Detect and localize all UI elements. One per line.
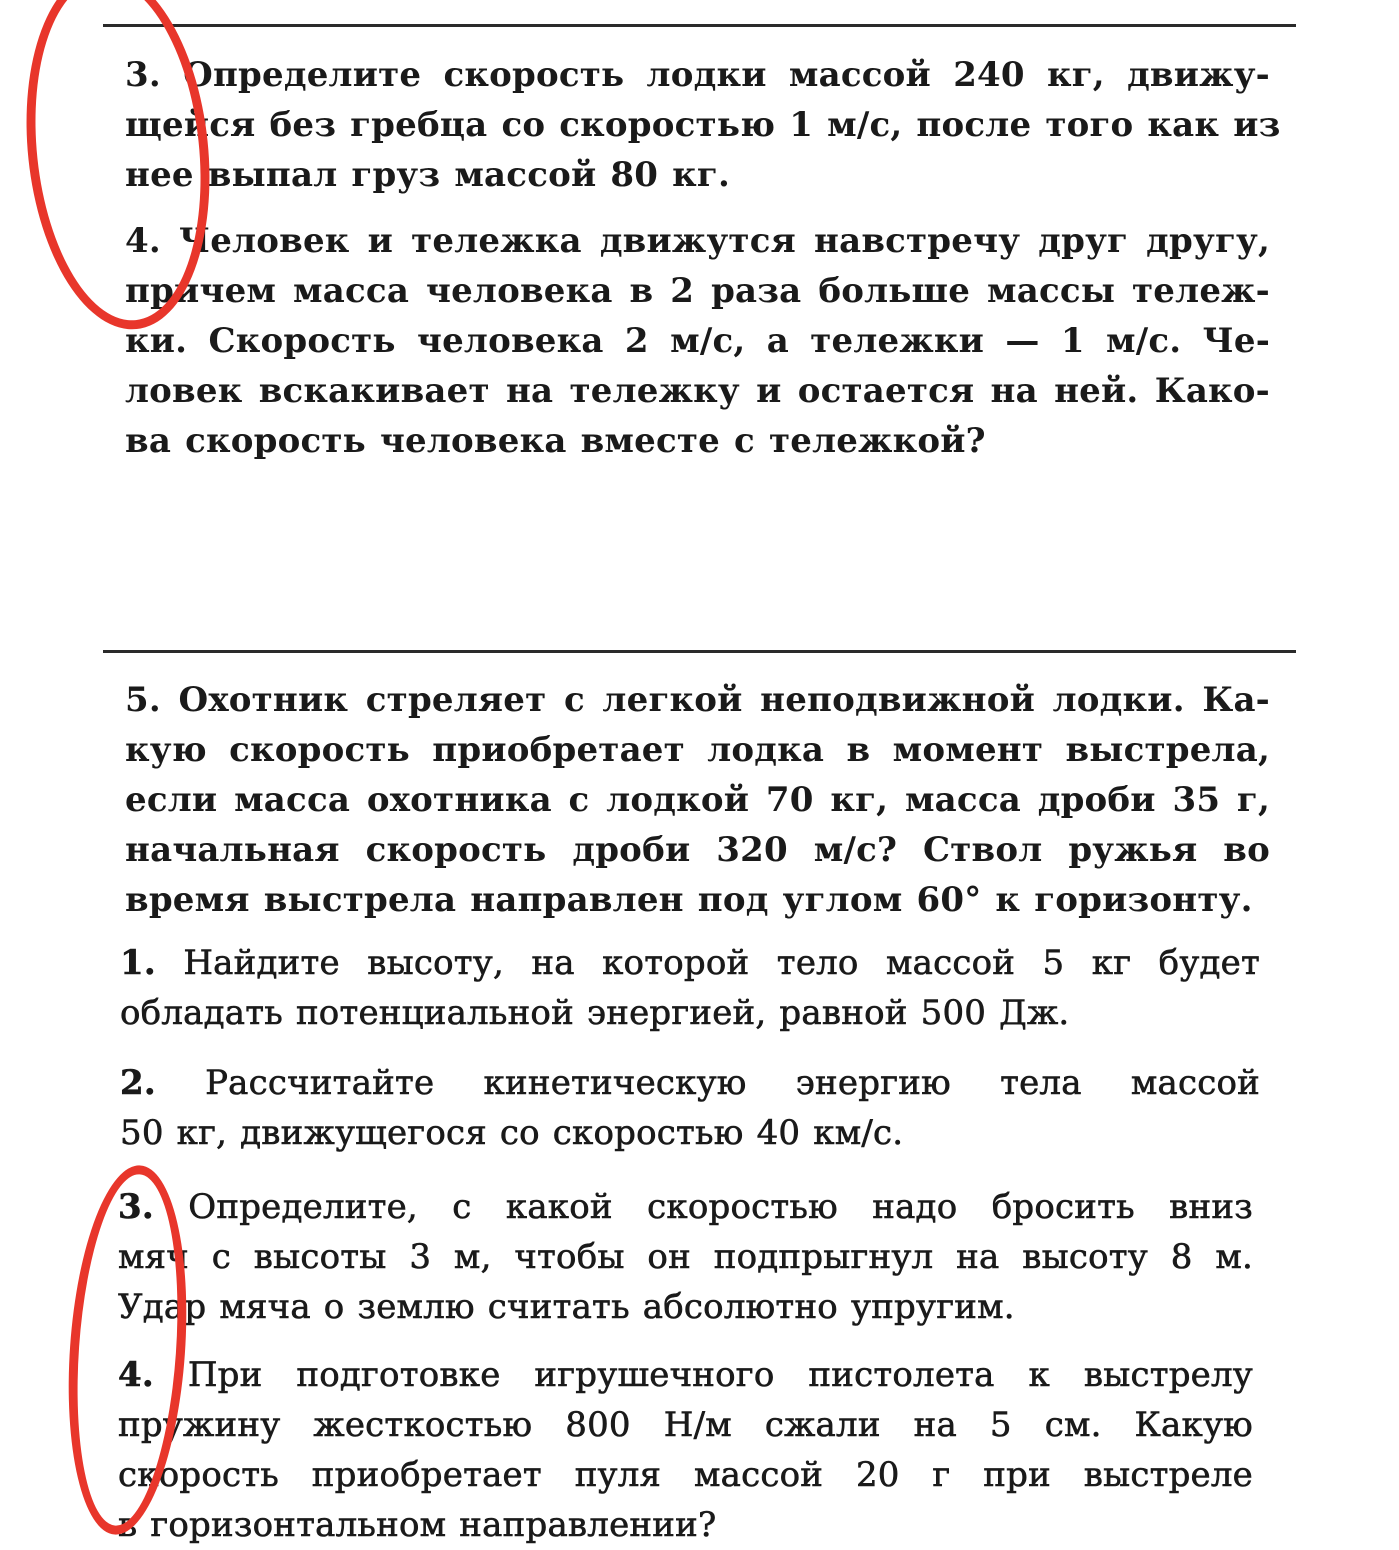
problem-line: в горизонтальном направлении? bbox=[118, 1505, 717, 1545]
problem-line: причем масса человека в 2 раза больше массы тележ- bbox=[125, 271, 1270, 311]
problem-3-boat bbox=[125, 50, 1281, 200]
problem-line: 50 кг, движущегося со скоростью 40 км/с. bbox=[120, 1113, 904, 1153]
problem-number: 1. bbox=[120, 943, 156, 983]
problem-line: ловек вскакивает на тележку и остается на ней. Како- bbox=[125, 371, 1270, 411]
problem-line: Удар мяча о землю считать абсолютно упругим. bbox=[118, 1287, 1015, 1327]
problem-line: скорость приобретает пуля массой 20 г при выстреле bbox=[118, 1455, 1253, 1495]
problem-line: 4. При подготовке игрушечного пистолета к выстрелу bbox=[118, 1355, 1253, 1395]
problem-1-height bbox=[120, 938, 1260, 1038]
problem-2-kinetic-energy bbox=[120, 1058, 1260, 1158]
problem-number: 3. bbox=[125, 55, 161, 95]
problem-4-cart bbox=[125, 216, 1270, 466]
problem-number: 3. bbox=[118, 1187, 154, 1227]
problem-line: время выстрела направлен под углом 60° к горизонту. bbox=[125, 880, 1253, 920]
problem-line: щейся без гребца со скоростью 1 м/с, после того как из bbox=[125, 105, 1281, 145]
problem-3-ball bbox=[118, 1182, 1253, 1332]
problem-line: 2. Рассчитайте кинетическую энергию тела массой bbox=[120, 1063, 1260, 1103]
problem-line: 3. Определите скорость лодки массой 240 кг, движу- bbox=[125, 55, 1270, 95]
problem-line: ва скорость человека вместе с тележкой? bbox=[125, 421, 986, 461]
problem-line: нее выпал груз массой 80 кг. bbox=[125, 155, 731, 195]
problem-number: 5. bbox=[125, 680, 161, 720]
problem-line: 3. Определите, с какой скоростью надо бросить вниз bbox=[118, 1187, 1253, 1227]
problem-line: пружину жесткостью 800 Н/м сжали на 5 см. Какую bbox=[118, 1405, 1253, 1445]
section-divider-top bbox=[103, 24, 1296, 27]
problem-line: если масса охотника с лодкой 70 кг, масса дроби 35 г, bbox=[125, 780, 1270, 820]
problem-number: 2. bbox=[120, 1063, 156, 1103]
problem-number: 4. bbox=[125, 221, 161, 261]
section-divider-bottom bbox=[103, 650, 1296, 653]
problem-line: 4. Человек и тележка движутся навстречу друг другу, bbox=[125, 221, 1270, 261]
problem-line: 1. Найдите высоту, на которой тело массой 5 кг будет bbox=[120, 943, 1260, 983]
problem-5-hunter bbox=[125, 675, 1270, 925]
problem-line: кую скорость приобретает лодка в момент выстрела, bbox=[125, 730, 1270, 770]
problem-line: начальная скорость дроби 320 м/с? Ствол ружья во bbox=[125, 830, 1270, 870]
problem-line: мяч с высоты 3 м, чтобы он подпрыгнул на высоту 8 м. bbox=[118, 1237, 1253, 1277]
problem-line: обладать потенциальной энергией, равной 500 Дж. bbox=[120, 993, 1070, 1033]
problem-line: ки. Скорость человека 2 м/с, а тележки — 1 м/с. Че- bbox=[125, 321, 1270, 361]
problem-4-spring-pistol bbox=[118, 1350, 1253, 1550]
problem-line: 5. Охотник стреляет с легкой неподвижной лодки. Ка- bbox=[125, 680, 1270, 720]
problem-number: 4. bbox=[118, 1355, 154, 1395]
